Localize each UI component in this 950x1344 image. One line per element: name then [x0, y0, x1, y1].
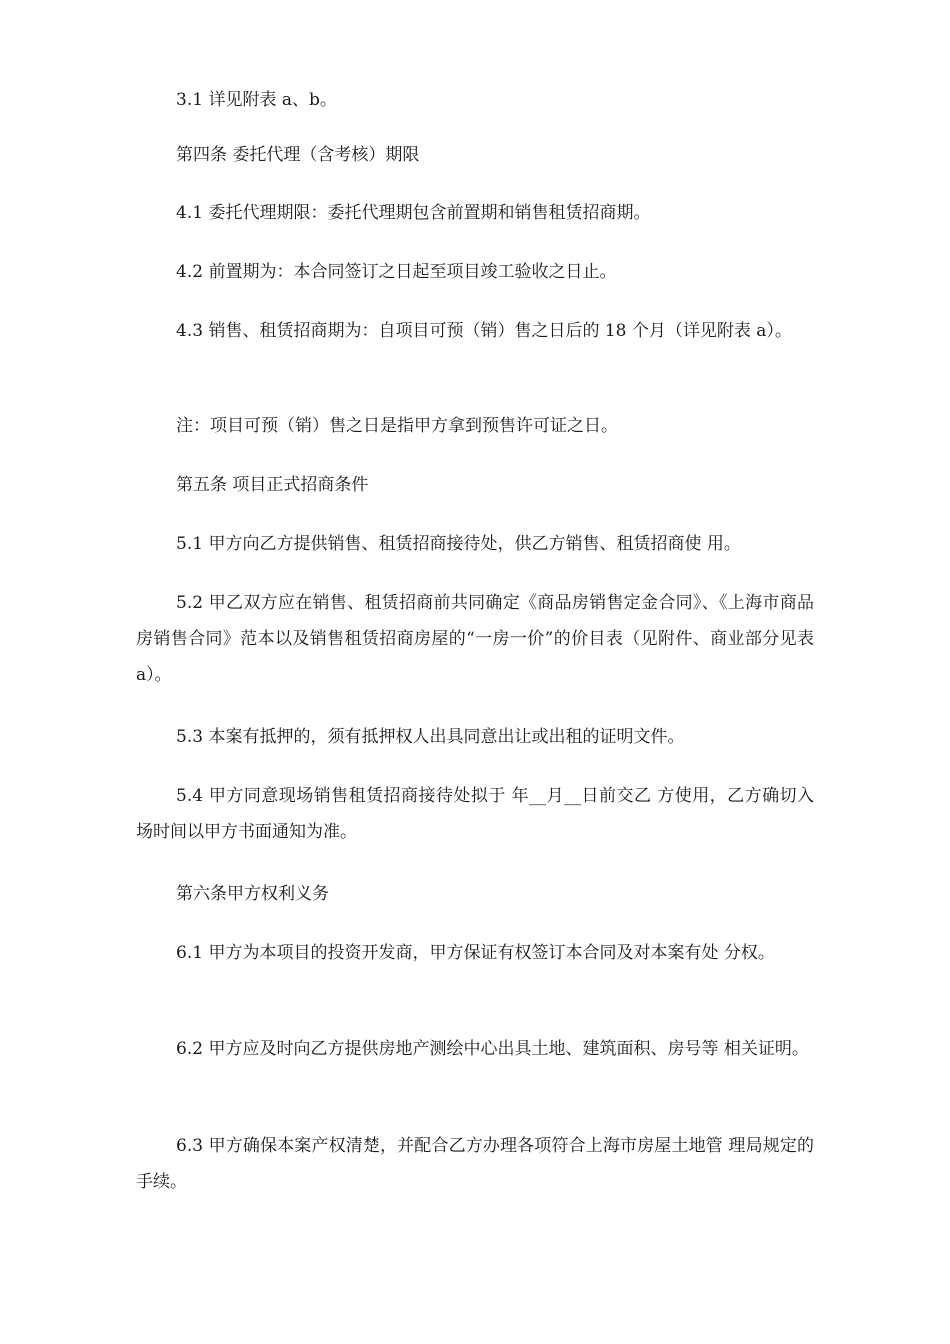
clause-3-1: 3.1 详见附表 a、b。 [176, 90, 337, 110]
article-4-heading: 第四条 委托代理（含考核）期限 [176, 145, 420, 165]
article-6-heading: 第六条甲方权利义务 [176, 884, 329, 904]
clause-6-1: 6.1 甲方为本项目的投资开发商，甲方保证有权签订本合同及对本案有处 分权。 [176, 943, 775, 963]
clause-4-2: 4.2 前置期为：本合同签订之日起至项目竣工验收之日止。 [176, 262, 617, 282]
clause-4-1: 4.1 委托代理期限：委托代理期包含前置期和销售租赁招商期。 [176, 203, 651, 223]
clause-5-1: 5.1 甲方向乙方提供销售、租赁招商接待处，供乙方销售、租赁招商使 用。 [176, 534, 741, 554]
clause-6-2: 6.2 甲方应及时向乙方提供房地产测绘中心出具土地、建筑面积、房号等 相关证明。 [176, 1039, 809, 1059]
clause-5-3: 5.3 本案有抵押的，须有抵押权人出具同意出让或出租的证明文件。 [176, 727, 685, 747]
clause-6-3: 6.3 甲方确保本案产权清楚，并配合乙方办理各项符合上海市房屋土地管 理局规定的手续。 [136, 1136, 814, 1192]
clause-5-4: 5.4 甲方同意现场销售租赁招商接待处拟于 年__月__日前交乙 方使用，乙方确切入场时间以甲方书面通知为准。 [136, 786, 814, 842]
clause-5-2: 5.2 甲乙双方应在销售、租赁招商前共同确定《商品房销售定金合同》、《上海市商品房销售合同》范本以及销售租赁招商房屋的“一房一价”的价目表（见附件、商业部分见表 a）。 [136, 593, 814, 685]
note-presale-date: 注：项目可预（销）售之日是指甲方拿到预售许可证之日。 [176, 416, 618, 436]
article-5-heading: 第五条 项目正式招商条件 [176, 475, 369, 495]
clause-4-3: 4.3 销售、租赁招商期为：自项目可预（销）售之日后的 18 个月（详见附表 a）。 [176, 321, 792, 341]
